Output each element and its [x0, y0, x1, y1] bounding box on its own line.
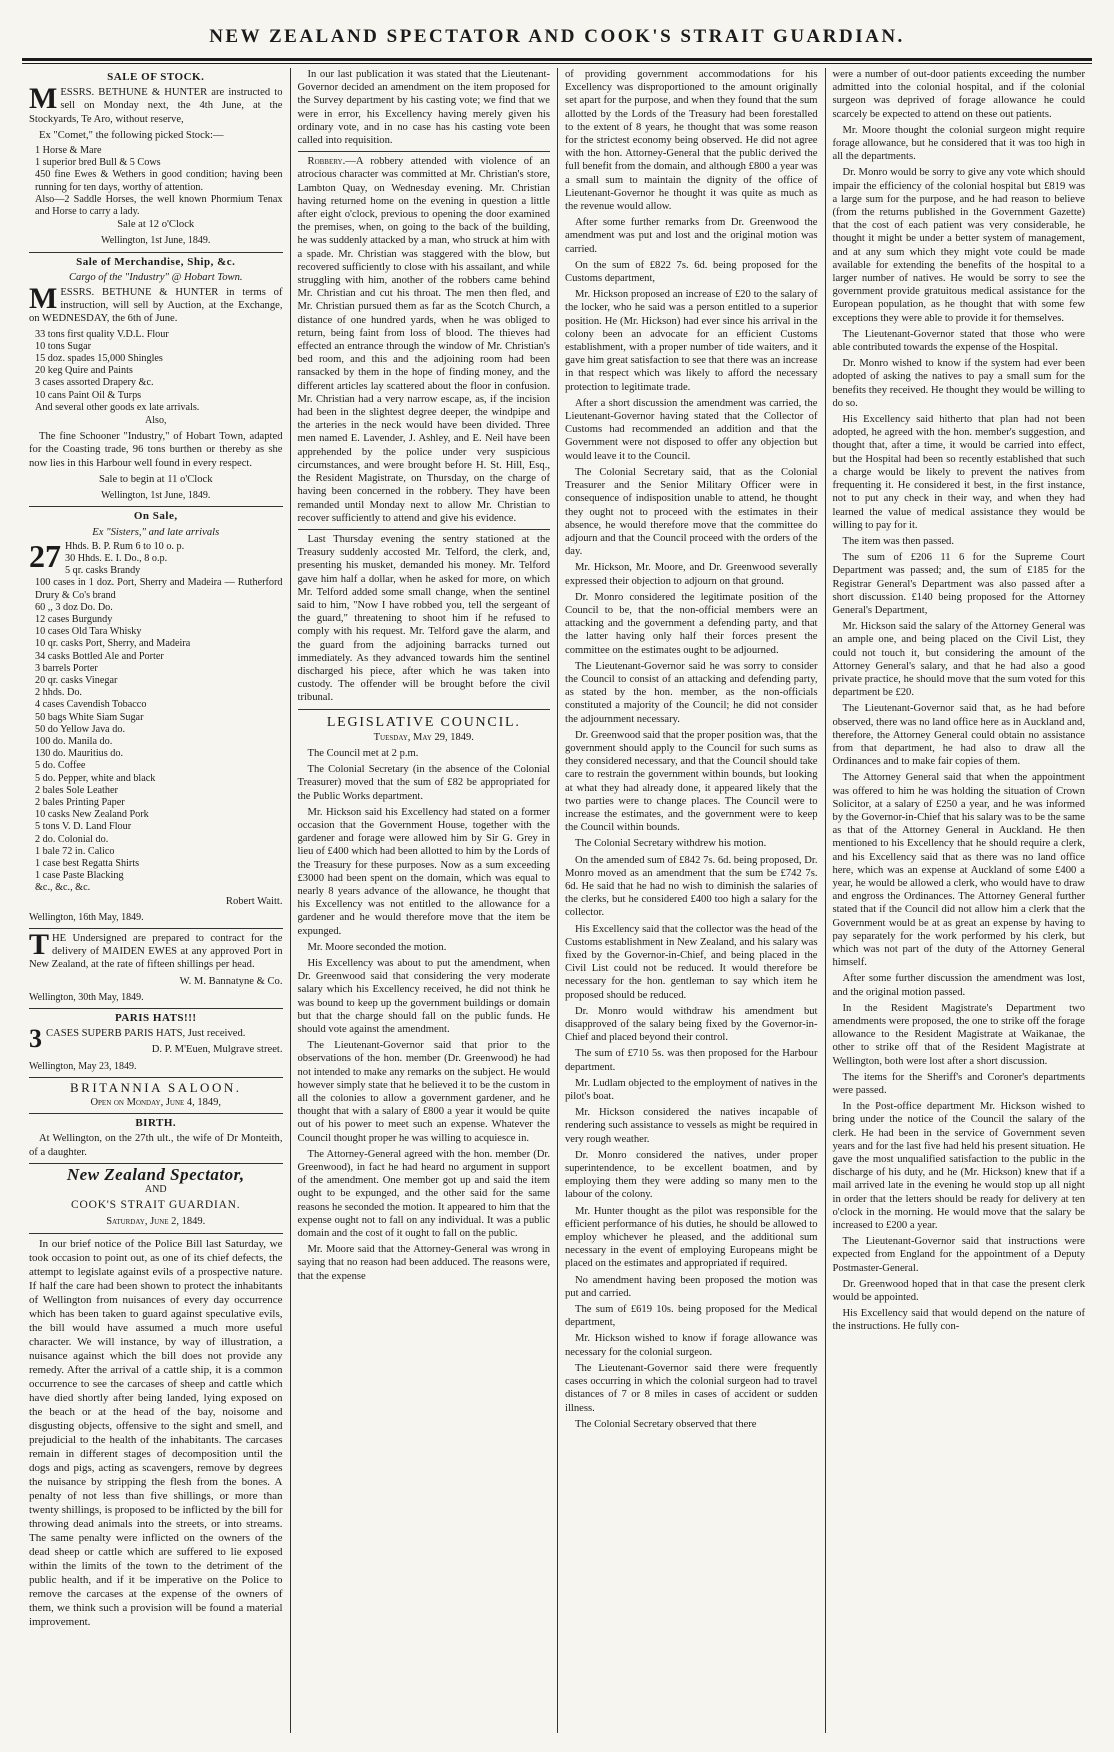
list-item: 10 qr. casks Port, Sherry, and Madeira: [35, 638, 191, 650]
paragraph: Dr. Monro would be sorry to give any vote which should impair the efficiency of the colonial hospital but £819 was a large sum for the purpose, and he had reason to believe (from the returns published in the Government Gazette) that the cost of each patient was very considerable, he thought it might be under a better system of management, and at any sum which they might vote could be made available for extending the benefits of the hospital to a larger number of natives. He would be sorry to see the government provide gratuitous medical assistance for the European population, as he thought that with some few exceptions they were able to provide it for themselves.: [832, 167, 1085, 324]
list-item: 10 cans Paint Oil & Turps: [35, 389, 142, 401]
ad-ewes-sign: W. M. Bannatyne & Co.: [179, 975, 283, 987]
divider: [29, 1163, 283, 1164]
paragraph: After some further discussion the amendment was lost, and the original motion passed.: [832, 973, 1085, 998]
paragraph: Mr. Hickson said the salary of the Attorney General was an ample one, and being placed on the Civil List, they could not touch it, but considering the amount of the Attorney General's salary, and that he had also a good private practice, he should move that the sum voted for this department be £20.: [832, 621, 1085, 699]
column-3: [557, 68, 825, 1733]
divider: [29, 1077, 283, 1078]
paper-date: Saturday, June 2, 1849.: [106, 1216, 206, 1228]
ad-merch-title: Sale of Merchandise, Ship, &c.: [76, 255, 236, 268]
paragraph: The Colonial Secretary (in the absence of the Colonial Treasurer) moved that the sum of £82 be appropriated for the Public Works department.: [297, 764, 550, 802]
list-item: Also—2 Saddle Horses, the well known Phormium Tenax and Horse to carry a lady.: [35, 193, 283, 218]
list-item: 5 do. Coffee: [35, 760, 86, 772]
paragraph: No amendment having been proposed the motion was put and carried.: [565, 1274, 818, 1299]
divider: [29, 1233, 283, 1234]
list-item: 50 do Yellow Java do.: [35, 723, 125, 735]
list-item: 5 do. Pepper, white and black: [35, 772, 156, 784]
list-item: 2 bales Printing Paper: [35, 796, 125, 808]
ad-hats-date: Wellington, May 23, 1849.: [29, 1060, 137, 1072]
list-item: 1 case Paste Blacking: [35, 870, 124, 882]
list-item: 100 cases in 1 doz. Port, Sherry and Madeira — Rutherford Drury & Co's brand: [35, 577, 283, 601]
ad-onsale-sign: Robert Waitt.: [225, 895, 283, 907]
paragraph: Dr. Monro wished to know if the system had ever been adopted of asking the natives to pay a small sum for the benefits they received. He thought they would be willing to do so.: [832, 358, 1085, 409]
paragraph: The Lieutenant-Governor said he was sorry to consider the Council to consist of an attacking and defending party, as stated by the hon. member, as the non-officials constituted a majority of the Council; he did not consider the adjournment necessary.: [565, 660, 818, 725]
divider: [29, 928, 283, 929]
list-item: 1 Horse & Mare: [35, 145, 102, 157]
list-item: 15 doz. spades 15,000 Shingles: [35, 353, 163, 365]
ad-onsale-number: 27: [29, 537, 61, 574]
paragraph: In our last publication it was stated that the Lieutenant-Governor decided an amendment on the item proposed for the Survey department by his casting vote; we find that we were in error, his Excellency having merely given his ordinary vote, and in no case has his casting vote been called into requisition.: [297, 69, 550, 147]
list-item: &c., &c., &c.: [35, 882, 91, 894]
list-item: 100 do. Manila do.: [35, 735, 113, 747]
ad-merch-date: Wellington, 1st June, 1849.: [101, 490, 211, 502]
ad-stock-ex: Ex "Comet," the following picked Stock:—: [39, 129, 224, 141]
paragraph: The Lieutenant-Governor said that instructions were expected from England for the appointment of a Deputy Postmaster-General.: [832, 1236, 1085, 1274]
divider: [298, 709, 551, 710]
ad-hats-title: PARIS HATS!!!: [114, 1012, 197, 1025]
list-item: 20 keg Quire and Paints: [35, 365, 133, 377]
paragraph: Mr. Hickson wished to know if forage allowance was necessary for the colonial surgeon.: [565, 1333, 818, 1358]
paper-and: AND: [144, 1184, 167, 1196]
list-item: 450 fine Ewes & Wethers in good condition; having been running for ten days, worthy of attention.: [35, 169, 283, 193]
list-item: 4 cases Cavendish Tobacco: [35, 699, 147, 711]
ad-stock-list: [29, 145, 283, 218]
paragraph: The Colonial Secretary said, that as the Colonial Treasurer and the Senior Military Officer were in consequence of indisposition unable to attend, he thought they ought not to proceed with the estimates in their absence, he would therefore move that the committee do adjourn and that the Council proceed with the orders of the day.: [565, 466, 818, 558]
list-item: 2 bales Sole Leather: [35, 784, 118, 796]
paragraph: Mr. Hunter thought as the pilot was responsible for the efficient performance of his duties, he should be allowed to employ whichever he pleased, and the additional sum necessary in the event of employing Europeans might be placed on the estimates and appropriated if required.: [565, 1205, 818, 1270]
divider: [29, 252, 283, 253]
ad-onsale-block: [29, 537, 283, 895]
paragraph: The items for the Sheriff's and Coroner's departments were passed.: [832, 1071, 1085, 1097]
ad-merch-sale: Sale to begin at 11 o'Clock: [98, 473, 213, 485]
list-item: 33 tons first quality V.D.L. Flour: [35, 328, 169, 340]
editorial-text: In our brief notice of the Police Bill last Saturday, we took occasion to point out, as one of its chief defects, the attempt to legislate against evils of a prospective nature. If half the care had been shown to protect the inhabitants of Wellington from nuisances of every day occurrence which has been taken to guard against speculative evils, the bill would have assumed a much more useful character. We will instance, by way of illustration, a nuisance against which the bill does not provide any remedy. After the arrival of a cattle ship, it is a common occurrence to see the carcases of sheep and cattle which have died shortly after being landed, lying exposed on the beach or at the head of the bay, noisome and disgusting objects, offensive to the sight and smell, and prejudicial to the health of the inhabitants. The carcases remain in different stages of decomposition until the dogs and pigs, acting as scavengers, remove by degrees the nuisance by stripping the flesh from the bones. A penalty of not less than five shillings, or more than twenty shillings, is proposed to be inflicted by the bill for throwing dead animals into the streets, or into streams. The same penalty were inflicted on the owners of the dead sheep or cattle which are suffered to lie exposed within the limits of the town to the detriment of the public health, and if it be imperative on the Police to remove the carcases at the expense of the owners of them, we think such a provision will be found a material improvement.: [29, 1237, 283, 1628]
ad-merch-list: [29, 329, 283, 414]
paragraph: His Excellency said that the collector was the head of the Customs establishment in New Zealand, and his salary was fixed by the Governor-in-Chief, and being placed in the Civil List could not be reduced. It would therefore be necessary for the hon. gentleman to say which item he proposed should be reduced.: [565, 923, 818, 1001]
paragraph: The sum of £710 5s. was then proposed for the Harbour department.: [565, 1048, 818, 1073]
birth-title: BIRTH.: [135, 1117, 177, 1130]
list-item: 50 bags White Siam Sugar: [35, 711, 144, 723]
paragraph: Dr. Monro would withdraw his amendment but disapproved of the salary being fixed by the Governor-in-Chief and placed beyond their control.: [565, 1005, 818, 1044]
paragraph: Mr. Hickson said his Excellency had stated on a former occasion that the Government House, together with the gardener and forage were allowed him by Sir G. Grey in lieu of £400 which had been allotted to him by the Lords of the Treasury for these purposes. Now as a sum exceeding £3000 had been spent on the domain, which was equal to nearly 8 years advance of the allowance, he thought that his Excellency was not entitled to the allowance for a gardener and he would therefore move that the item be expunged.: [297, 806, 550, 937]
paragraph: The Council met at 2 p.m.: [307, 747, 419, 759]
list-item: 1 bale 72 in. Calico: [35, 845, 115, 857]
ad-stock-date: Wellington, 1st June, 1849.: [101, 235, 211, 247]
paragraph: In the Post-office department Mr. Hickson wished to bring under the notice of the Council the salary of the clerk. He had been in the service of Government seven years and for the last five had held his present situation. He gave the most unqualified satisfaction to the public in the discharge of his duty, and he (Mr. Hickson) knew that if a mail arrived late in the evening he would stop up all night in order that the letters should be ready for delivery at ten o'clock in the morning. He would move that the salary be increased to £200 a year.: [832, 1101, 1085, 1232]
paragraph: Mr. Moore thought the colonial surgeon might require forage allowance, but he considered that it was too high in all the departments.: [832, 124, 1085, 163]
paragraph: Mr. Moore seconded the motion.: [307, 941, 447, 953]
list-item: 130 do. Mauritius do.: [35, 748, 124, 760]
paragraph: Last Thursday evening the sentry stationed at the Treasury suddenly accosted Mr. Telford, the clerk, and, presenting his musket, demanded his money. Mr. Telford gave him half a dollar, when he asked for more, on which Mr. Telford added some small change, when the sentinel said to him, "Now I have robbed you, tell the sergeant of the guard," threatening to shoot him if he refused to comply with his request. Mr. Telford gave the alarm, and the guard from the adjoining barracks turned out immediately. As they advanced towards him the sentinel discharged his piece, after which he was taken into custody. The offender will be brought before the civil tribunal.: [297, 533, 550, 704]
ad-hats-number: 3: [29, 1024, 42, 1054]
ad-ewes-date: Wellington, 30th May, 1849.: [29, 991, 144, 1003]
divider: [298, 529, 551, 530]
list-item: 34 casks Bottled Ale and Porter: [35, 650, 164, 662]
ad-ewes-body: [29, 928, 283, 972]
paragraph: Mr. Ludlam objected to the employment of natives in the pilot's boat.: [565, 1077, 818, 1103]
list-item: 1 superior bred Bull & 5 Cows: [35, 157, 161, 169]
paragraph: On the sum of £822 7s. 6d. being proposed for the Customs department,: [565, 259, 818, 285]
list-item: 2 do. Colonial do.: [35, 833, 109, 845]
paragraph: The item was then passed.: [842, 535, 954, 547]
divider: [298, 151, 551, 152]
list-item: 3 cases assorted Drapery &c.: [35, 377, 154, 389]
paragraph: The Colonial Secretary observed that there: [575, 1418, 757, 1430]
paragraph: Mr. Moore said that the Attorney-General was wrong in saying that no reason had been adduced. The reasons were, that the expense: [297, 1244, 550, 1282]
divider: [29, 506, 283, 507]
dropcap-m: M: [29, 282, 58, 316]
list-item: 20 qr. casks Vinegar: [35, 674, 118, 686]
list-item: 30 Hhds. E. I. Do., 8 o.p.: [65, 552, 168, 564]
paper-title: New Zealand Spectator,: [66, 1164, 245, 1184]
list-item: 60 ,, 3 doz Do. Do.: [35, 601, 113, 613]
ad-ewes-text: HE Undersigned are prepared to contract for the delivery of MAIDEN EWES at any approved Port in New Zealand, at the rate of fifteen shillings per head.: [29, 933, 283, 971]
list-item: 1 case best Regatta Shirts: [35, 857, 140, 869]
list-item: 5 tons V. D. Land Flour: [35, 821, 132, 833]
ad-onsale-sub: Ex "Sisters," and late arrivals: [92, 526, 220, 538]
paragraph: After a short discussion the amendment was carried, the Lieutenant-Governor having stated that the Collector of Customs had recommended an addition and that the Government were not disposed to offer any objection but would leave it to the Council.: [565, 397, 818, 462]
masthead-rule-thick: [22, 58, 1092, 61]
ad-merch-body: [29, 282, 283, 326]
paragraph: Mr. Hickson, Mr. Moore, and Dr. Greenwood severally expressed their objection to adjourn on that ground.: [565, 562, 818, 587]
paragraph: The Lieutenant-Governor said that prior to the observations of the hon. member (Dr. Greenwood) he had not intended to make any remarks on the subject. He would however simply state that he believed it to be the custom in all the colonies to allow a government gardener, and he thought that with a salary of £800 a year it would be quite out of his power to meet such an expense. Whatever the Council thought proper he was willing to acquiesce in.: [297, 1040, 550, 1144]
ad-onsale-title: On Sale,: [133, 510, 178, 523]
columns: [22, 68, 1092, 1733]
council-heading: LEGISLATIVE COUNCIL.: [326, 714, 521, 730]
paragraph: The sum of £206 11 6 for the Supreme Court Department was passed; and, the sum of £185 for the Registrar General's Department was also passed after a short discussion. £140 being proposed for the Attorney General's Department,: [832, 552, 1085, 616]
dropcap-m: M: [29, 82, 58, 116]
list-item: 10 cases Old Tara Whisky: [35, 626, 142, 638]
masthead: NEW ZEALAND SPECTATOR AND COOK'S STRAIT GUARDIAN.: [209, 26, 905, 47]
paragraph: The Lieutenant-Governor said that, as he had before observed, there was no land office here as in Auckland and, therefore, the Attorney General could obtain no assistance from that department, he had also to draw all the Ordinances and to make fair copies of them.: [832, 703, 1085, 768]
paragraph: The Attorney-General agreed with the hon. member (Dr. Greenwood), in fact he had heard no argument in support of the amendment. One member got up and said the item ought to be expunged, and the other said for the same reasons he seconded the motion. It appeared to him that the expense ought not to fall on any individual. It was a public domain and the cost of it ought to fall on the public.: [297, 1148, 550, 1240]
council-date: Tuesday, May 29, 1849.: [373, 731, 474, 743]
birth-body: At Wellington, on the 27th ult., the wife of Dr Monteith, of a daughter.: [29, 1133, 283, 1158]
paragraph: The Lieutenant-Governor said there were frequently cases occurring in which the colonial surgeon had to travel distances of 7 or 8 miles in cases of accident or sudden illness.: [565, 1362, 818, 1414]
list-item: 2 hhds. Do.: [35, 687, 82, 699]
column-2: [290, 68, 558, 1733]
paragraph: The Lieutenant-Governor stated that those who were able contributed towards the expense of the Hospital.: [832, 328, 1085, 354]
ad-onsale-date: Wellington, 16th May, 1849.: [29, 911, 144, 923]
ad-merch-sub: Cargo of the "Industry" @ Hobart Town.: [68, 271, 243, 283]
paragraph: The sum of £619 10s. being proposed for the Medical department,: [565, 1304, 818, 1329]
ad-stock-title: SALE OF STOCK.: [107, 71, 205, 83]
ad-stock-text: ESSRS. BETHUNE & HUNTER are instructed to sell on Monday next, the 4th June, at the Stockyards, Te Aro, without reserve,: [29, 87, 283, 125]
ad-hats-sign: D. P. M'Euen, Mulgrave street.: [151, 1044, 283, 1056]
paragraph: Dr. Greenwood hoped that in that case the present clerk would be appointed.: [832, 1278, 1085, 1304]
paragraph: Dr. Greenwood said that the proper position was, that the government should apply to the Council for such sums as they considered necessary, and that the Council should take care to restrain the government within bounds, but looking at what they had already done, it appeared likely that the two parties were to change places. The Council were to increase the estimates, and the government were to keep the Council within bounds.: [565, 729, 818, 834]
robbery-paragraph: [298, 155, 551, 525]
ad-saloon-sub: Open on Monday, June 4, 1849,: [90, 1097, 222, 1109]
paragraph: In the Resident Magistrate's Department two amendments were proposed, the one to strike off the forage allowance to the Resident Magistrate at Waikanae, the other to strike off that of the Resident Magistrate at Wellington, both were lost after a short discussion.: [832, 1002, 1085, 1067]
paragraph: Mr. Hickson proposed an increase of £20 to the salary of the locker, who he said was a person entitled to a superior position. He (Mr. Hickson) had ever since his arrival in the colony been an advocate for an efficient Customs establishment, with a proper number of tide waiters, and it gave him great satisfaction to see that there was an increase in that respect which was likely to afford the necessary protection to legitimate trade.: [565, 289, 818, 393]
paragraph: On the amended sum of £842 7s. 6d. being proposed, Dr. Monro moved as an amendment that the sum be £742 7s. 6d. He said that he had no wish to diminish the salaries of the clerks, but he considered £400 too high a salary for the collector.: [565, 854, 818, 919]
paragraph: His Excellency said that would depend on the nature of the instructions. He fully con-: [832, 1308, 1085, 1333]
list-item: 10 casks New Zealand Pork: [35, 809, 149, 821]
paper-subtitle: COOK'S STRAIT GUARDIAN.: [71, 1199, 241, 1212]
list-item: 5 qr. casks Brandy: [65, 565, 141, 577]
ad-stock-sale: Sale at 12 o'Clock: [117, 219, 195, 231]
paragraph: Mr. Hickson considered the natives incapable of rendering such assistance to vessels as might be required in very rough weather.: [565, 1107, 818, 1145]
column-1: [22, 68, 290, 1733]
list-item: 10 tons Sugar: [35, 340, 92, 352]
ad-merch-also: Also,: [145, 415, 167, 427]
list-item: Hhds. B. P. Rum 6 to 10 o. p.: [65, 540, 185, 552]
paragraph: of providing government accommodations for his Excellency was disproportioned to the amount originally set apart for the purpose, and when they found that the sum allotted by the Lords of the Treasury had been forestalled to the extent of 8 years, he thought that was some reason for the strictest economy being observed. He did not agree with the hon. Attorney-General that the public derived the full benefit from the domain, and although £800 a year was a small sum to maintain the dignity of the office of Lieutenant-Governor he thought it was quite as much as the revenue would allow.: [565, 69, 818, 213]
paragraph: Dr. Monro considered the natives, under proper superintendence, to be excellent boatmen, and by employing them they were adding so many men to the labour of the colony.: [565, 1149, 818, 1201]
ad-saloon-title: BRITANNIA SALOON.: [70, 1079, 242, 1095]
paragraph: Dr. Monro considered the legitimate position of the Council to be, that the non-official members were an attacking and the government a defending party, and that the latter having only half their forces present the committee on the estimates ought to be adjourned.: [565, 591, 818, 656]
paragraph: After some further remarks from Dr. Greenwood the amendment was put and lost and the original motion was carried.: [565, 217, 818, 255]
column-4: [825, 68, 1093, 1733]
ad-stock-body: [29, 82, 283, 126]
list-item: And several other goods ex late arrivals.: [35, 401, 200, 413]
paragraph: His Excellency was about to put the amendment, when Dr. Greenwood said that considering the very moderate salary which his Excellency received, he did not think he was bound to keep up the government buildings or domain but that the charge should fall on the public funds. He should vote against the amendment.: [297, 958, 550, 1036]
newspaper-page: [22, 20, 1092, 1735]
robbery-text: —A robbery attended with violence of an atrocious character was committed at Mr. Christian's store, Lambton Quay, on Wednesday evening. Mr. Christian having returned home on the evening in question a little after eight o'clock, previous to opening the door examined the premises, when, on going to the back of the building, he was suddenly attacked by a man, who struck at him with a spade. Mr. Christian was staggered with the blow, but recovered sufficiently to close with his assailant, and while struggling with him, another of the robbers came behind Mr. Christian and cut his throat. The men then fled, and Mr. Christian pursued them as far as the Scotch Church, a distance of one hundred yards, when he was obliged to return, being faint from loss of blood. The thieves had effected an entrance through the window of Mr. Christian's bed room, and this and the adjoining room had been ransacked by them in the hope of finding money, and the different articles lay scattered about the floor in confusion. Mr. Christian had a very narrow escape, as, if the incision had been in the slightest degree deeper, the windpipe and the arteries in the neck would have been divided. Three men named E. Lavender, J. Ashley, and E. Neil have been apprehended by the police under very suspicious circumstances, and were brought before H. St. Hill, Esq., the Resident Magistrate, on Thursday, on the charge of having been concerned in the robbery. They have been remanded until Monday next to allow Mr. Christian to recover sufficiently to attend and give his evidence.: [297, 156, 550, 524]
robbery-lead: Robbery.: [307, 156, 346, 168]
divider: [29, 1113, 283, 1114]
list-item: 12 cases Burgundy: [35, 613, 113, 625]
ad-merch-also-body: The fine Schooner "Industry," of Hobart Town, adapted for the Coasting trade, 96 tons burthen or thereby as she now lies in this Harbour well found in every respect.: [29, 431, 283, 469]
ad-onsale-list: [29, 537, 283, 895]
masthead-rule-thin: [22, 63, 1092, 64]
divider: [29, 1008, 283, 1009]
paragraph: were a number of out-door patients exceeding the number admitted into the colonial hospital, and if the colonial surgeon was deprived of forage allowance he could scarcely be expected to attend on these out patients.: [832, 69, 1085, 120]
dropcap-t: T: [29, 928, 50, 961]
ad-hats-text: CASES SUPERB PARIS HATS, Just received.: [46, 1028, 246, 1040]
paragraph: The Colonial Secretary withdrew his motion.: [575, 838, 767, 850]
list-item: 3 barrels Porter: [35, 662, 98, 674]
paragraph: The Attorney General said that when the appointment was offered to him he was holding the situation of Crown Solicitor, at a salary of £250 a year, and he was informed by the Governor-in-Chief that his salary was to be the same as that of the Attorney General in Auckland. He then mentioned to his Excellency that he should require a clerk, and his Excellency said that as there was no land office here, which was an expense at Auckland of some £400 a year, he would be allowed a clerk, who would have to draw and engross the Ordinances. The Attorney General further stated that if the Council did not allow him a clerk that the Government would be at as great an expense by having to pay separately for the work performed by his clerk, but which was not part of the duty of the Attorney General himself.: [832, 772, 1085, 969]
ad-merch-text: ESSRS. BETHUNE & HUNTER in terms of instruction, will sell by Auction, at the Exchange, on WEDNESDAY, the 6th of June.: [29, 287, 283, 325]
paragraph: His Excellency said hitherto that plan had not been adopted, he agreed with the hon. member's suggestion, and thought that, after a time, it would be carried into effect, but the Hospital had been so recently established that such a charge would be likely to prevent the natives from frequenting it. He considered it best, in the first instance, not to put any check in their way, and when they had learned the value of medical assistance they would be willing to pay for it.: [832, 414, 1085, 531]
